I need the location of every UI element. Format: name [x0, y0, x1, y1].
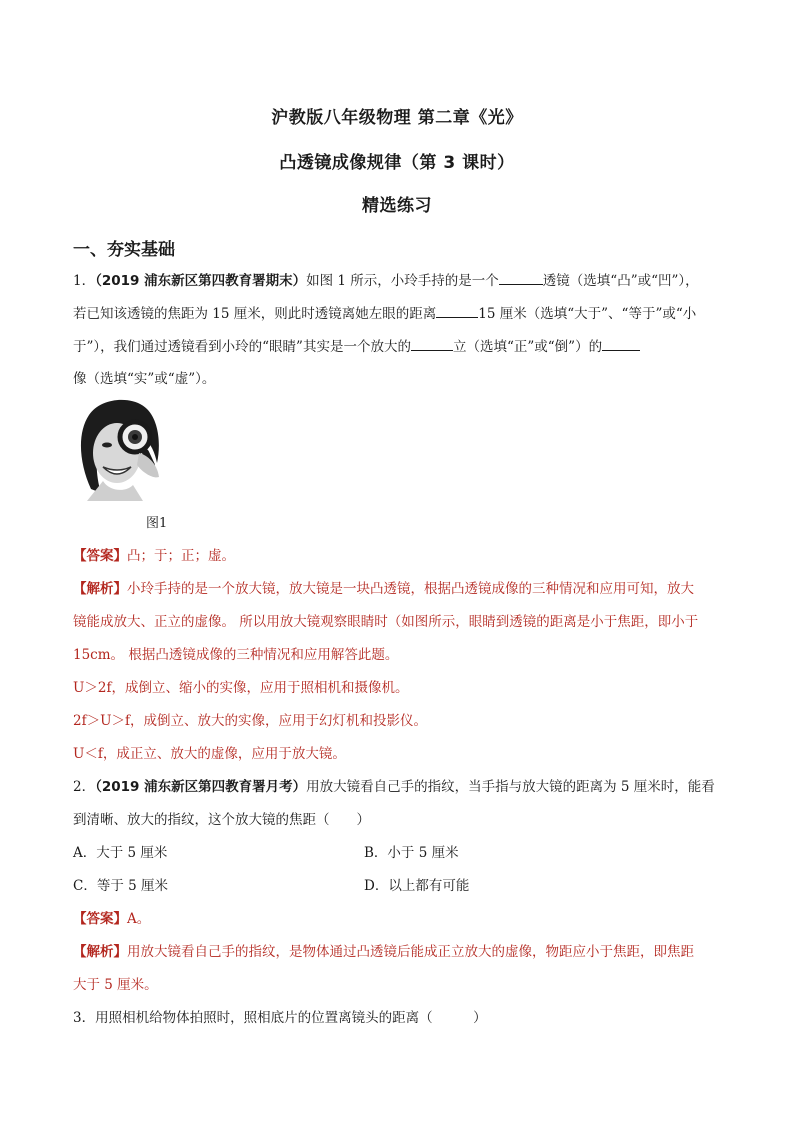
q1-line3	[73, 336, 640, 357]
girl-magnifier-illustration	[73, 393, 169, 501]
figure-1-photo	[73, 393, 169, 501]
q1-blank-4[interactable]	[602, 336, 640, 351]
q1-line4	[73, 369, 215, 389]
q2-option-c[interactable]: C．等于 5 厘米	[73, 878, 169, 894]
q1-line1	[73, 270, 699, 291]
q1-text: 于”），我们通过透镜看到小玲的“眼睛”其实是一个放大的	[73, 339, 411, 355]
section-heading: 一、夯实基础	[73, 240, 175, 260]
answer-label: 【答案】	[73, 911, 127, 927]
q1-source: （2019 浦东新区第四教育署期末）	[95, 273, 307, 289]
q1-analysis-line3: 15cm。 根据凸透镜成像的三种情况和应用解答此题。	[73, 647, 399, 663]
analysis-text: 小玲手持的是一个放大镜，放大镜是一块凸透镜，根据凸透镜成像的三种情况和应用可知，放大	[127, 581, 694, 597]
q1-number: 1．	[73, 273, 96, 289]
doc-section-title: 精选练习	[362, 196, 432, 216]
q1-text: 15 厘米（选填“大于”、“等于”或“小	[478, 306, 697, 322]
q2-number: 2．	[73, 779, 96, 795]
q2-answer	[73, 909, 150, 929]
q2-source: （2019 浦东新区第四教育署月考）	[95, 779, 307, 795]
q2-analysis-line1	[73, 942, 694, 962]
analysis-label: 【解析】	[73, 944, 127, 960]
q1-analysis-line1	[73, 579, 694, 599]
q2-option-a[interactable]: A．大于 5 厘米	[73, 845, 168, 861]
q1-blank-2[interactable]	[436, 303, 478, 318]
q1-analysis-line6: U＜f，成正立、放大的虚像，应用于放大镜。	[73, 746, 346, 762]
q2-text: 用放大镜看自己手的指纹，当手指与放大镜的距离为 5 厘米时，能看	[306, 779, 715, 795]
q1-analysis-line4: U＞2f，成倒立、缩小的实像，应用于照相机和摄像机。	[73, 680, 409, 696]
answer-text: 凸；于；正；虚。	[127, 548, 235, 564]
q1-line2	[73, 303, 696, 324]
figure-1-caption: 图1	[146, 516, 168, 531]
q2-option-d[interactable]: D．以上都有可能	[364, 878, 470, 894]
q2-option-b[interactable]: B．小于 5 厘米	[364, 845, 459, 861]
q1-analysis-line2: 镜能成放大、正立的虚像。 所以用放大镜观察眼睛时（如图所示，眼睛到透镜的距离是小于焦距，即小于	[73, 614, 699, 630]
doc-subtitle: 凸透镜成像规律（第 3 课时）	[279, 153, 515, 173]
q1-analysis-line5: 2f＞U＞f，成倒立、放大的实像，应用于幻灯机和投影仪。	[73, 713, 427, 729]
q1-answer	[73, 546, 235, 566]
q1-text: 像（选填“实”或“虚”）。	[73, 371, 216, 387]
doc-title: 沪教版八年级物理 第二章《光》	[271, 108, 523, 128]
q1-text: 立（选填“正”或“倒”）的	[452, 339, 603, 355]
q1-text: 如图 1 所示，小玲手持的是一个	[306, 273, 499, 289]
q1-blank-3[interactable]	[411, 336, 453, 351]
q3-line1: 3．用照相机给物体拍照时，照相底片的位置离镜头的距离（ ）	[73, 1010, 487, 1026]
answer-label: 【答案】	[73, 548, 127, 564]
q2-analysis-line2: 大于 5 厘米。	[73, 977, 158, 993]
q1-blank-1[interactable]	[499, 270, 543, 285]
q2-line1	[73, 777, 715, 797]
analysis-label: 【解析】	[73, 581, 127, 597]
analysis-text: 用放大镜看自己手的指纹，是物体通过凸透镜后能成正立放大的虚像，物距应小于焦距，即焦距	[127, 944, 694, 960]
answer-text: A。	[127, 911, 151, 927]
q2-line2: 到清晰、放大的指纹，这个放大镜的焦距（ ）	[73, 812, 370, 828]
q1-text: 若已知该透镜的焦距为 15 厘米，则此时透镜离她左眼的距离	[73, 306, 437, 322]
q1-text: 透镜（选填“凸”或“凹”），	[542, 273, 699, 289]
